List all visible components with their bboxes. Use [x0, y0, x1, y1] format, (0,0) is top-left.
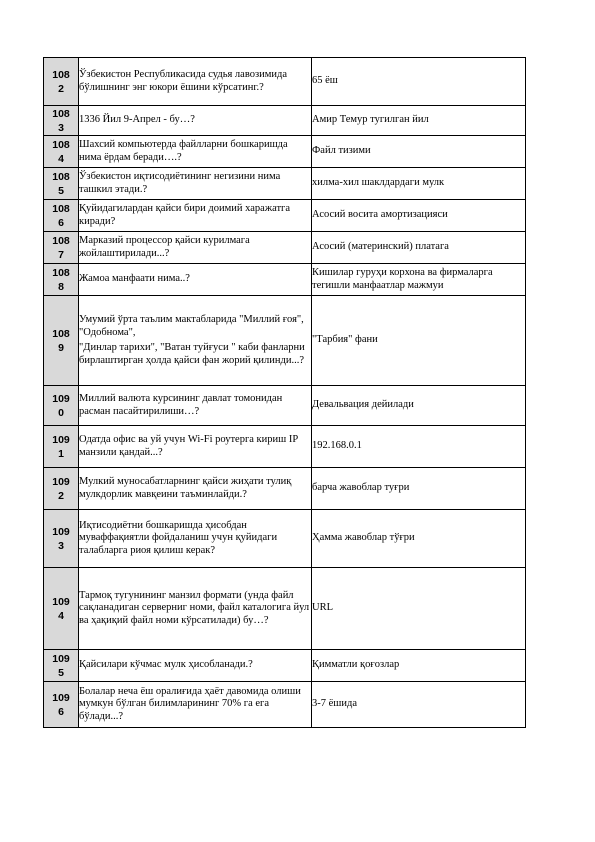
question-text [79, 168, 312, 200]
question-number [44, 168, 79, 200]
question-text [79, 200, 312, 232]
question-paragraph: Иқтисодиётни бошкаришда ҳисобдан муваффақиятли фойдаланиш учун қуйидаги талабларга риоя қилиш керак? [79, 519, 278, 556]
question-number-line: 0 [58, 406, 64, 419]
question-number-line: 1 [58, 447, 64, 460]
question-number [44, 650, 79, 682]
question-text [79, 426, 312, 468]
question-paragraph: Ўзбекистон иқтисодиётининг негизини нима ташкил этади.? [79, 171, 281, 195]
answer-text: Амир Темур тугилган йил [312, 106, 526, 136]
table-row [44, 426, 526, 468]
answer-text: хилма-хил шаклдардаги мулк [312, 168, 526, 200]
question-number-line: 9 [58, 341, 64, 354]
question-number-line: 109 [52, 475, 70, 488]
question-number [44, 386, 79, 426]
question-number-line: 7 [58, 248, 64, 261]
question-number [44, 232, 79, 264]
question-text [79, 386, 312, 426]
question-number [44, 136, 79, 168]
answer-text: Асосий (материнский) платага [312, 232, 526, 264]
qa-table-body [44, 58, 526, 728]
question-number-line: 108 [52, 170, 70, 183]
question-number-line: 5 [58, 666, 64, 679]
question-paragraph: Жамоа манфаати нима..? [79, 273, 190, 285]
question-text [79, 296, 312, 386]
qa-table [43, 57, 526, 728]
table-row [44, 296, 526, 386]
table-row [44, 650, 526, 682]
question-text [79, 264, 312, 296]
question-number-line: 108 [52, 327, 70, 340]
question-number-line: 2 [58, 489, 64, 502]
question-paragraph: Умумий ўрта таълим мактабларида "Миллий ғоя", "Одобнома", [79, 314, 304, 338]
question-number [44, 468, 79, 510]
question-paragraph: Мулкий муносабатларнинг қайси жиҳати тулиқ мулкдорлик мавқеини таъминлайди.? [79, 476, 292, 500]
question-paragraph: "Динлар тарихи", "Ватан туйғуси " каби фанларни бирлаштирган ҳолда қайси фан жорий қилинди...? [79, 342, 305, 366]
question-paragraph: Қайсилари кўчмас мулк ҳисобланади.? [79, 659, 253, 671]
question-number-line: 108 [52, 202, 70, 215]
answer-text: "Тарбия" фани [312, 296, 526, 386]
answer-text: Асосий восита амортизацияси [312, 200, 526, 232]
question-text [79, 106, 312, 136]
question-number-line: 109 [52, 392, 70, 405]
question-number-line: 109 [52, 525, 70, 538]
question-number [44, 264, 79, 296]
question-paragraph: Шахсий компьютерда файлларни бошкаришда нима ёрдам беради….? [79, 139, 288, 163]
question-text [79, 58, 312, 106]
question-number-line: 5 [58, 184, 64, 197]
question-text [79, 136, 312, 168]
table-row [44, 386, 526, 426]
table-row [44, 106, 526, 136]
question-number [44, 682, 79, 728]
question-paragraph: Миллий валюта курсининг давлат томонидан расман пасайтирилиши…? [79, 393, 283, 417]
question-number-line: 3 [58, 539, 64, 552]
question-number [44, 296, 79, 386]
answer-text: 3-7 ёшида [312, 682, 526, 728]
question-number-line: 6 [58, 216, 64, 229]
question-number-line: 108 [52, 68, 70, 81]
table-row [44, 568, 526, 650]
question-paragraph: Болалар неча ёш оралиғида ҳаёт давомида олиши мумкун бўлган билимларининг 70% га ега бўлади...? [79, 685, 301, 722]
question-number [44, 510, 79, 568]
question-number-line: 108 [52, 266, 70, 279]
table-row [44, 264, 526, 296]
question-text [79, 468, 312, 510]
question-number [44, 106, 79, 136]
table-row [44, 168, 526, 200]
table-row [44, 58, 526, 106]
answer-text: барча жавоблар туғри [312, 468, 526, 510]
question-number-line: 109 [52, 595, 70, 608]
answer-text: Девальвация дейилади [312, 386, 526, 426]
question-number-line: 108 [52, 234, 70, 247]
answer-text: Файл тизими [312, 136, 526, 168]
question-number-line: 3 [58, 121, 64, 134]
question-text [79, 650, 312, 682]
question-number-line: 109 [52, 652, 70, 665]
question-number-line: 6 [58, 705, 64, 718]
question-number-line: 8 [58, 280, 64, 293]
table-row [44, 200, 526, 232]
question-number [44, 58, 79, 106]
question-text [79, 682, 312, 728]
answer-text: URL [312, 568, 526, 650]
question-text [79, 568, 312, 650]
question-number [44, 426, 79, 468]
question-text [79, 510, 312, 568]
question-paragraph: Қуйидагилардан қайси бири доимий харажатга киради? [79, 203, 291, 227]
answer-text: Қимматли қоғозлар [312, 650, 526, 682]
question-number [44, 200, 79, 232]
question-number-line: 4 [58, 609, 64, 622]
question-paragraph: Одатда офис ва уй учун Wi-Fi роутерга кириш IP манзили қандай...? [79, 434, 298, 458]
question-number-line: 109 [52, 691, 70, 704]
answer-text: Ҳамма жавоблар тўғри [312, 510, 526, 568]
question-paragraph: Тармоқ тугунининг манзил формати (унда файл сақланадиган серверниг номи, файл каталогига йул ва ҳақиқий файл номи кўрсатилади) бу…? [79, 589, 310, 626]
question-number [44, 568, 79, 650]
answer-text: Кишилар гуруҳи корхона ва фирмаларга тегишли манфаатлар мажмуи [312, 264, 526, 296]
question-number-line: 4 [58, 152, 64, 165]
table-row [44, 510, 526, 568]
question-paragraph: 1336 Йил 9-Апрел - бу…? [79, 114, 195, 126]
question-number-line: 108 [52, 107, 70, 120]
table-row [44, 136, 526, 168]
table-row [44, 468, 526, 510]
question-number-line: 2 [58, 82, 64, 95]
table-row [44, 232, 526, 264]
question-number-line: 109 [52, 433, 70, 446]
question-text [79, 232, 312, 264]
question-paragraph: Марказий процессор қайси курилмага жойлаштирилади...? [79, 235, 250, 259]
answer-text: 192.168.0.1 [312, 426, 526, 468]
answer-text: 65 ёш [312, 58, 526, 106]
table-row [44, 682, 526, 728]
question-paragraph: Ўзбекистон Республикасида судья лавозимида бўлишнинг энг юкори ёшини кўрсатинг.? [79, 69, 288, 93]
question-number-line: 108 [52, 138, 70, 151]
